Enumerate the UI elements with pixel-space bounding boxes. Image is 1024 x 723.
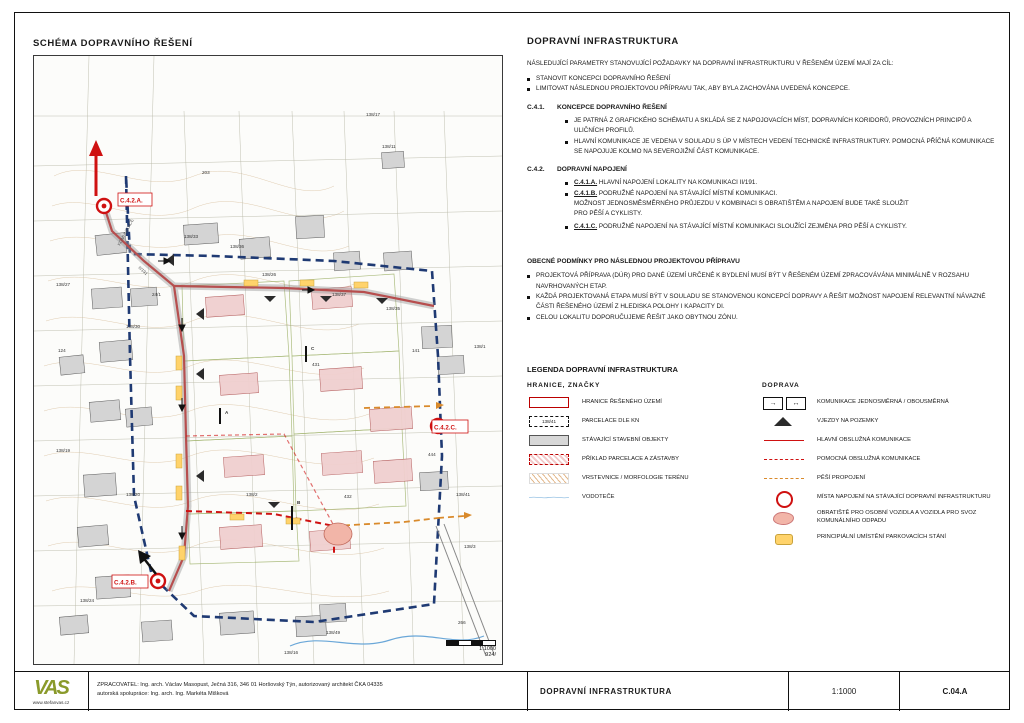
- svg-text:A: A: [225, 410, 229, 415]
- legend-label: VJEZDY NA POZEMKY: [817, 417, 879, 424]
- svg-text:KOMUNIKACE: KOMUNIKACE: [116, 218, 135, 247]
- right-panel-title: DOPRAVNÍ INFRASTRUKTURA: [527, 36, 679, 47]
- logo-url: www.stefanvas.cz: [32, 700, 70, 705]
- section-c42-title: DOPRAVNÍ NAPOJENÍ: [557, 166, 627, 174]
- svg-text:24/1: 24/1: [152, 292, 161, 297]
- contour-icon: [527, 472, 573, 485]
- svg-text:266: 266: [458, 620, 466, 625]
- svg-text:138/1: 138/1: [474, 344, 486, 349]
- existing-building-icon: [527, 434, 573, 447]
- sheet-title: DOPRAVNÍ INFRASTRUKTURA: [528, 672, 789, 711]
- svg-text:138/49: 138/49: [326, 630, 341, 635]
- svg-text:203: 203: [202, 170, 210, 175]
- svg-text:C.4.2.A.: C.4.2.A.: [120, 197, 143, 205]
- legend-label: STÁVAJÍCÍ STAVEBNÍ OBJEKTY: [582, 436, 669, 443]
- legend-label: POMOCNÁ OBSLUŽNÁ KOMUNIKACE: [817, 455, 921, 462]
- legend-item: [762, 434, 997, 447]
- legend-label: VRSTEVNICE / MORFOLOGIE TERÉNU: [582, 474, 689, 481]
- svg-text:138/41: 138/41: [456, 492, 471, 497]
- parcel-number-icon: [527, 415, 573, 428]
- section-c41-number: C.4.1.: [527, 103, 545, 111]
- conditions-title: OBECNÉ PODMÍNKY PRO NÁSLEDNOU PROJEKTOVOU PŘÍPRAVU: [527, 258, 740, 266]
- legend-item: [527, 396, 762, 409]
- svg-text:432: 432: [344, 494, 352, 499]
- legend: [527, 382, 997, 551]
- legend-label: OBRATIŠTĚ PRO OSOBNÍ VOZIDLA A VOZIDLA PRO SVOZ KOMUNÁLNÍHO ODPADU: [817, 510, 977, 524]
- oneway-twoway-arrow-icon: → ↔: [762, 396, 808, 409]
- parcel-number-sample: 138/41: [529, 416, 569, 427]
- studio-logo: [14, 672, 89, 711]
- legend-label: HLAVNÍ OBSLUŽNÁ KOMUNIKACE: [817, 436, 911, 443]
- svg-text:138/19: 138/19: [56, 448, 71, 453]
- secondary-road-icon: [762, 453, 808, 466]
- legend-item: [762, 415, 997, 428]
- legend-item: [762, 472, 997, 485]
- svg-text:C: C: [311, 346, 315, 351]
- svg-text:B: B: [297, 500, 301, 505]
- sheet-number: C.04.A: [942, 687, 968, 696]
- legend-item: [762, 453, 997, 466]
- connection-node: [112, 574, 165, 588]
- list-item: [565, 178, 997, 188]
- ref-code: C.4.1.B.: [574, 189, 598, 197]
- section-c42-bullets-2: [565, 222, 997, 232]
- legend-label: HRANICE ŘEŠENÉHO ÚZEMÍ: [582, 398, 662, 405]
- list-item: LIMITOVAT NÁSLEDNOU PROJEKTOVOU PŘÍPRAVU TAK, ABY BYLA ZACHOVÁNA UVEDENÁ KONCEPCE.: [527, 84, 997, 94]
- c42-extra-line-2: PRO PĚŠÍ A CYKLISTY.: [574, 210, 643, 218]
- scale-bar-label: 1:1000: [479, 646, 496, 652]
- svg-text:138/3: 138/3: [464, 544, 476, 549]
- legend-label: VODOTEČE: [582, 493, 615, 500]
- sheet-scale: 1:1000: [789, 672, 900, 711]
- legend-item: [527, 491, 762, 504]
- author-line-2: autorská spolupráce: Ing. arch. Ing. Markéta Mišková: [97, 690, 229, 697]
- svg-text:138/20: 138/20: [126, 492, 141, 497]
- svg-text:138/2: 138/2: [246, 492, 258, 497]
- svg-text:138/35: 138/35: [386, 306, 401, 311]
- section-c41-bullets: [565, 116, 997, 158]
- legend-label: PŘÍKLAD PARCELACE A ZÁSTAVBY: [582, 455, 679, 462]
- list-item: CELOU LOKALITU DOPORUČUJEME ŘEŠIT JAKO OBYTNOU ZÓNU.: [527, 313, 997, 323]
- list-item: KAŽDÁ PROJEKTOVANÁ ETAPA MUSÍ BÝT V SOULADU SE STANOVENOU KONCEPCÍ DOPRAVY A ŘEŠIT MOŽNOST NAPOJENÍ RELEVANTNÍ NÁVAZNÉ ČÁSTI ŘEŠENÉHO ÚZEMÍ Z HLEDISKA POLOHY I KAPACITY DI.: [527, 292, 997, 313]
- ref-code: C.4.1.A.: [574, 179, 598, 187]
- example-parcel-icon: [527, 453, 573, 466]
- svg-text:431: 431: [312, 362, 320, 367]
- list-item: JE PATRNÁ Z GRAFICKÉHO SCHÉMATU A SKLÁDÁ SE Z NAPOJOVACÍCH MÍST, DOPRAVNÍCH KORIDORŮ, PROVOZNÍCH PRINCIPŮ A ULIČNÍCH PROFILŮ.: [565, 116, 997, 137]
- svg-text:138/11: 138/11: [382, 144, 396, 149]
- legend-label: PĚŠÍ PROPOJENÍ: [817, 474, 866, 481]
- left-panel-title: SCHÉMA DOPRAVNÍHO ŘEŠENÍ: [33, 38, 193, 49]
- list-item: PROJEKTOVÁ PŘÍPRAVA (DÚR) PRO DANÉ ÚZEMÍ URČENÉ K BYDLENÍ MUSÍ BÝT V ŘEŠENÉM ÚZEMÍ ZPRACOVÁVÁNA MINIMÁLNĚ V ROZSAHU NAVRHOVANÝCH ETAP.: [527, 271, 997, 292]
- title-block: [14, 671, 1010, 711]
- svg-text:138/27: 138/27: [56, 282, 71, 287]
- list-item: [565, 189, 997, 199]
- main-road-icon: [762, 434, 808, 447]
- logo-mark: VAS: [34, 677, 68, 699]
- right-text-panel: [527, 36, 997, 551]
- svg-text:138/24: 138/24: [80, 598, 95, 603]
- turning-area: [324, 523, 352, 545]
- svg-text:124: 124: [58, 348, 66, 353]
- legend-column-boundaries: [527, 382, 762, 551]
- legend-item: [527, 415, 762, 428]
- svg-text:C.4.2.B.: C.4.2.B.: [114, 579, 137, 587]
- svg-text:138/33: 138/33: [184, 234, 199, 239]
- legend-item: [527, 434, 762, 447]
- svg-text:138/26: 138/26: [262, 272, 277, 277]
- intro-bullets: [527, 74, 997, 95]
- legend-title: LEGENDA DOPRAVNÍ INFRASTRUKTURA: [527, 365, 679, 375]
- section-c42-number: C.4.2.: [527, 166, 545, 174]
- legend-item: [762, 510, 997, 526]
- author-line-1: ZPRACOVATEL: Ing. arch. Václav Masopust, Ječná 316, 346 01 Horšovský Týn, autorizovaný architekt ČKA 04335: [97, 682, 383, 688]
- svg-text:444: 444: [428, 452, 436, 457]
- svg-text:138/36: 138/36: [230, 244, 245, 249]
- legend-item: [762, 396, 997, 409]
- list-item: STANOVIT KONCEPCI DOPRAVNÍHO ŘEŠENÍ: [527, 74, 997, 84]
- pedestrian-link-icon: [762, 472, 808, 485]
- list-item: [565, 222, 997, 232]
- legend-item: [527, 453, 762, 466]
- ref-text: HLAVNÍ NAPOJENÍ LOKALITY NA KOMUNIKACI II/191.: [598, 179, 758, 187]
- scale-bar: [446, 640, 496, 658]
- section-c41-title: KONCEPCE DOPRAVNÍHO ŘEŠENÍ: [557, 103, 667, 111]
- svg-text:138/37: 138/37: [332, 292, 347, 297]
- svg-text:138/30: 138/30: [126, 324, 141, 329]
- svg-text:C.4.2.C.: C.4.2.C.: [434, 424, 457, 432]
- legend-label: MÍSTA NAPOJENÍ NA STÁVAJÍCÍ DOPRAVNÍ INFRASTRUKTURU: [817, 493, 991, 500]
- legend-item: [527, 472, 762, 485]
- legend-item: [762, 532, 997, 545]
- section-c42-heading: [527, 166, 997, 173]
- intro-text: NÁSLEDUJÍCÍ PARAMETRY STANOVUJÍCÍ POŽADAVKY NA DOPRAVNÍ INFRASTRUKTURU V ŘEŠENÉM ÚZEMÍ MAJÍ ZA CÍL:: [527, 60, 894, 67]
- ref-text: PODRUŽNÉ NAPOJENÍ NA STÁVAJÍCÍ MÍSTNÍ KOMUNIKACI.: [598, 189, 778, 197]
- legend-item: [762, 491, 997, 504]
- legend-col1-heading: HRANICE, ZNAČKY: [527, 382, 601, 390]
- watercourse-icon: [527, 491, 573, 504]
- turning-area-icon: [762, 511, 808, 524]
- legend-label: PRINCIPIÁLNÍ UMÍSTĚNÍ PARKOVACÍCH STÁNÍ: [817, 534, 946, 541]
- c42-extra-line-1: MOŽNOST JEDNOSMĚSMĚRNÉHO PRŮJEZDU V KOMBINACI S OBRATIŠTĚM A NAPOJENÍ BUDE TAKÉ SLOUŽIT: [574, 200, 909, 208]
- svg-text:141: 141: [412, 348, 420, 353]
- connection-point-icon: [762, 491, 808, 504]
- legend-label: KOMUNIKACE JEDNOSMĚRNÁ / OBOUSMĚRNÁ: [817, 398, 949, 405]
- section-c41-heading: [527, 104, 997, 111]
- ref-code: C.4.1.C.: [574, 222, 598, 230]
- conditions-bullets: [527, 271, 997, 323]
- author-info: [89, 672, 528, 711]
- list-item: HLAVNÍ KOMUNIKACE JE VEDENA V SOULADU S ÚP V MÍSTECH VEDENÍ TECHNICKÉ INFRASTRUKTURY. POMOCNÁ PŘÍČNÁ KOMUNIKACE SE NAPOJUJE KOLMO NA SEVEROJIŽNÍ ČÁST KOMUNIKACE.: [565, 137, 997, 158]
- svg-text:II/191: II/191: [137, 265, 149, 277]
- parking-icon: [762, 532, 808, 545]
- map-graphic: [34, 56, 502, 664]
- scale-bar-sub: 924/: [485, 652, 496, 658]
- connection-node: [431, 419, 468, 433]
- driveway-triangle-icon: [762, 415, 808, 428]
- svg-text:138/17: 138/17: [366, 112, 381, 117]
- svg-text:138/16: 138/16: [284, 650, 299, 655]
- site-boundary-icon: [527, 396, 573, 409]
- ref-text: PODRUŽNÉ NAPOJENÍ NA STÁVAJÍCÍ MÍSTNÍ KOMUNIKACI SLOUŽÍCÍ ZEJMÉNA PRO PĚŠÍ A CYKLISTY.: [598, 222, 907, 230]
- site-plan-map[interactable]: [33, 55, 503, 665]
- legend-col2-heading: DOPRAVA: [762, 382, 800, 390]
- section-c42-bullets: [565, 178, 997, 199]
- legend-label: PARCELACE DLE KN: [582, 417, 640, 424]
- legend-column-traffic: [762, 382, 997, 551]
